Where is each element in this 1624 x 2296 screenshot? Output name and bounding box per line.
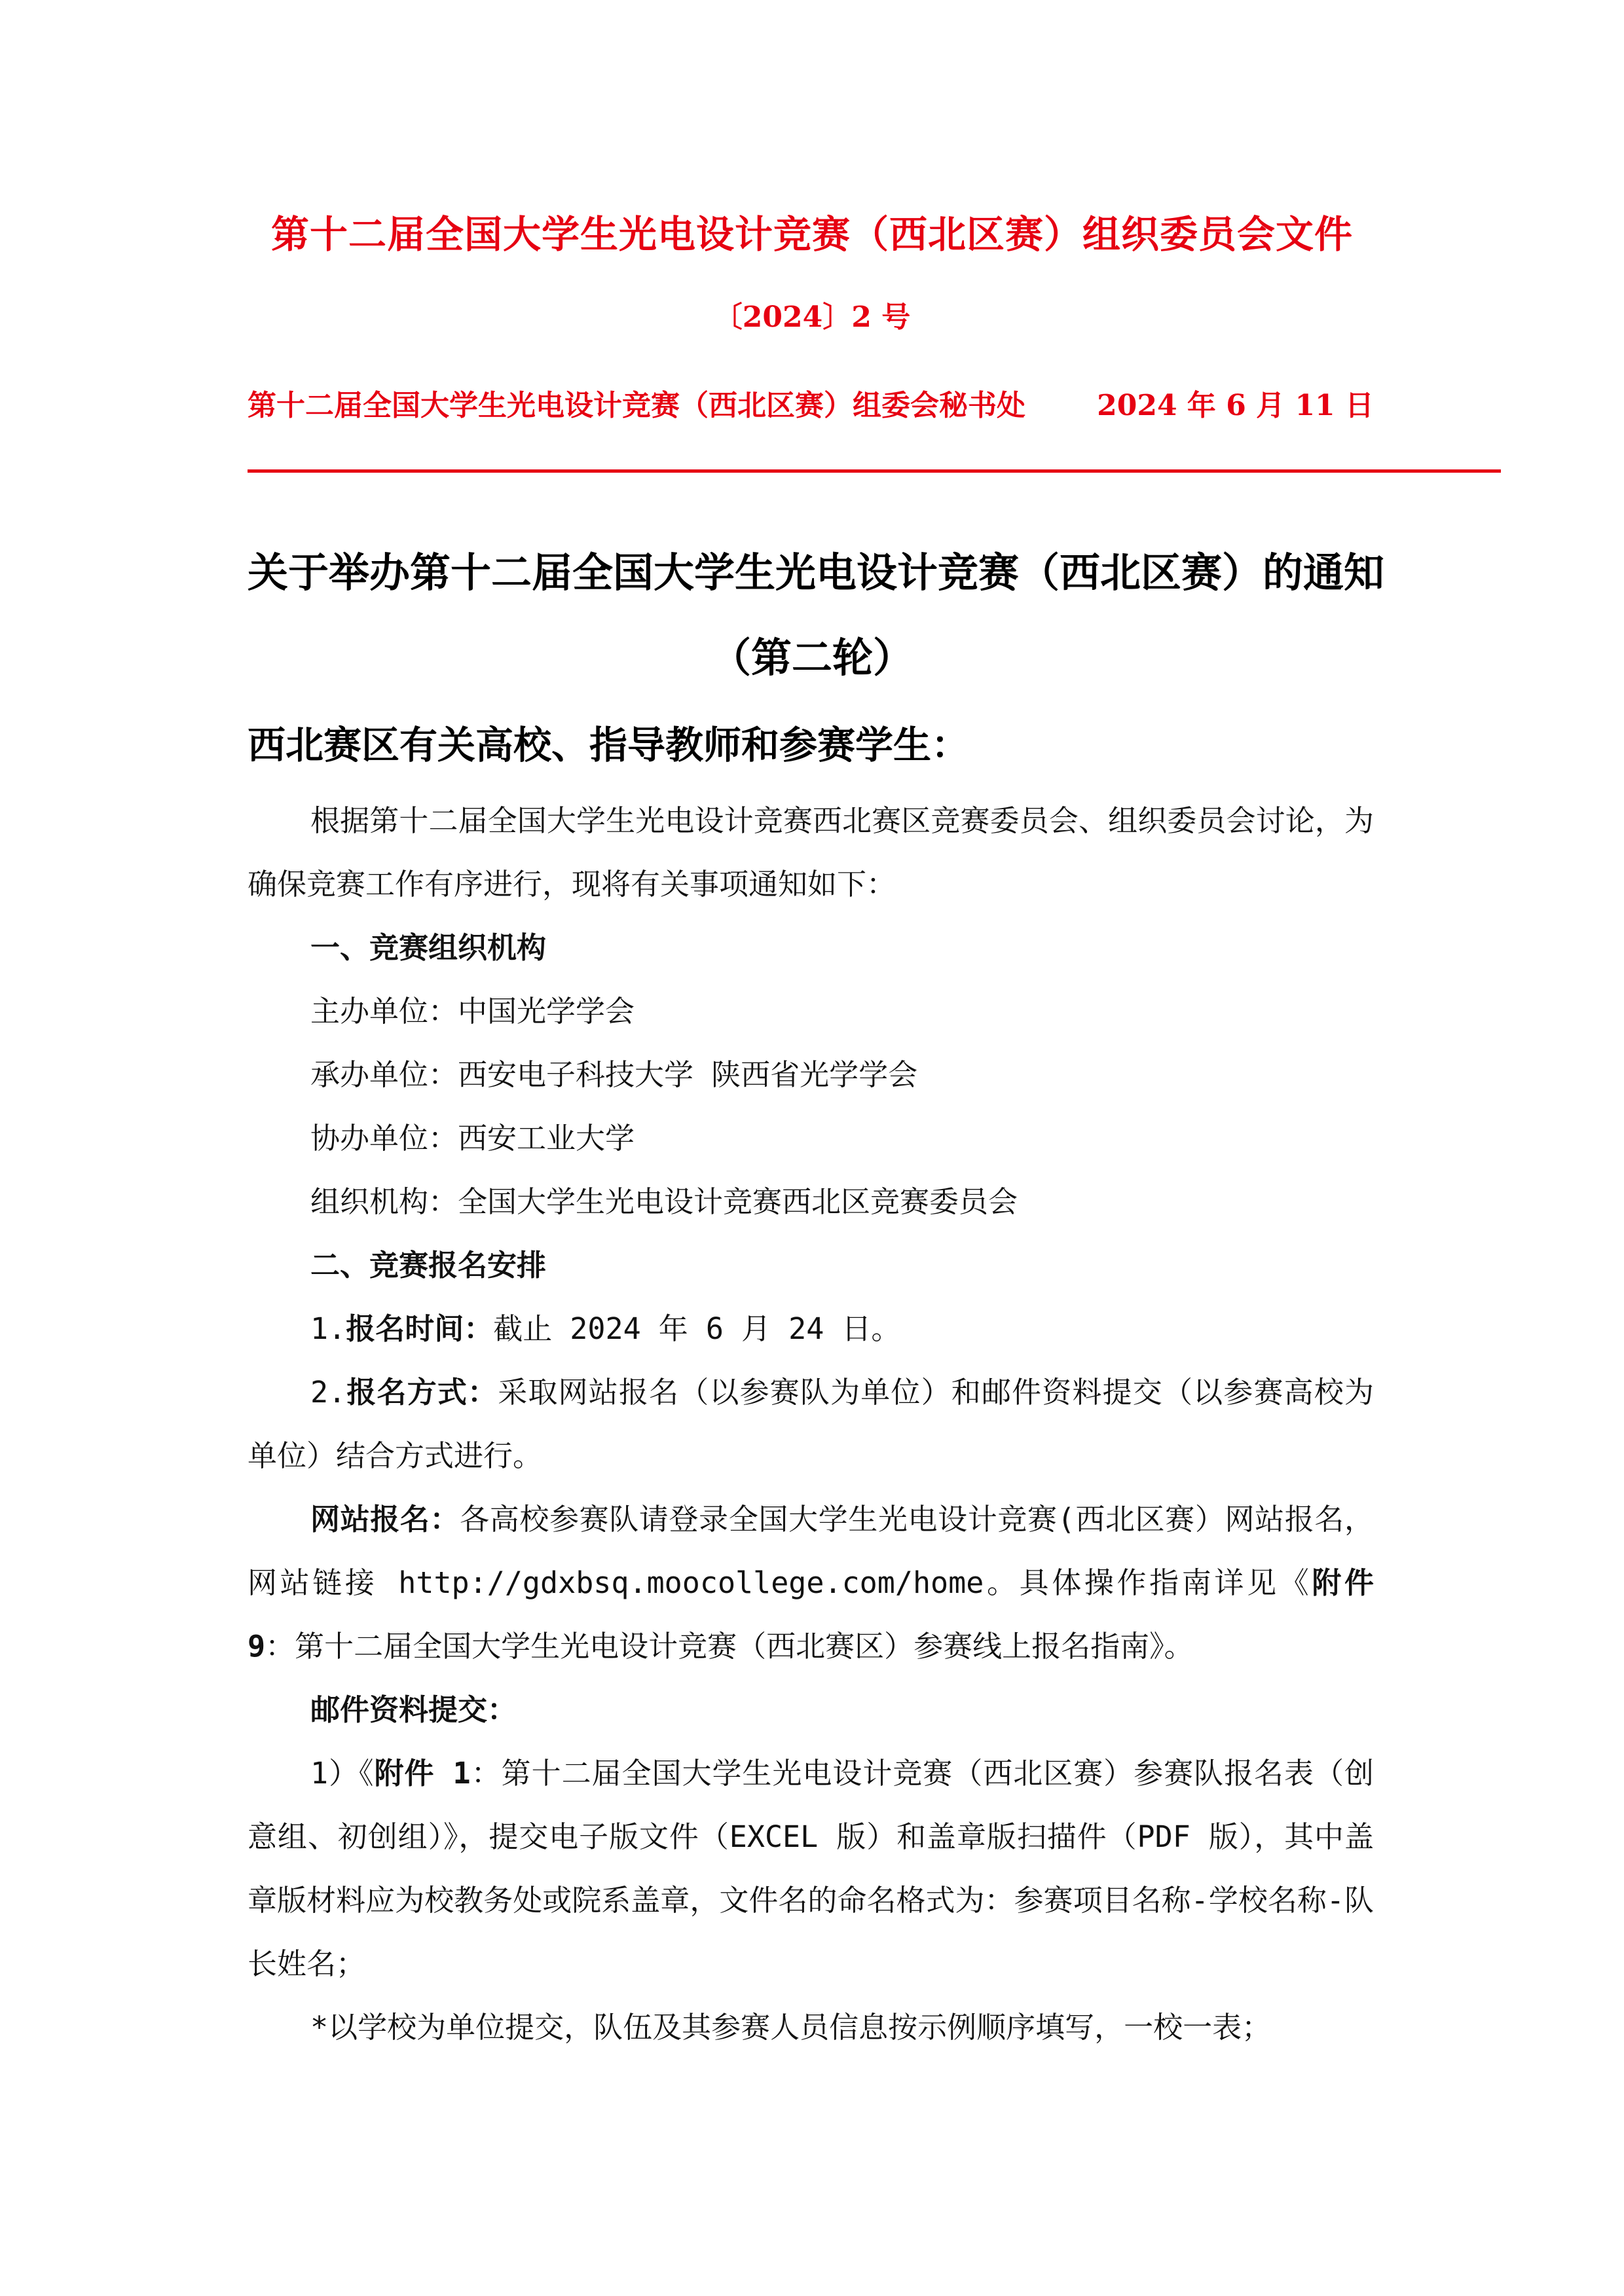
- section-heading-registration: 二、竞赛报名安排: [310, 1248, 547, 1283]
- red-divider-line: [248, 469, 1501, 473]
- salutation: 西北赛区有关高校、指导教师和参赛学生：: [248, 723, 970, 767]
- intro-paragraph: 根据第十二届全国大学生光电设计竞赛西北赛区竞赛委员会、组织委员会讨论，为确保竞赛工作有序进行，现将有关事项通知如下：: [248, 803, 1374, 902]
- paragraph-text: ：第十二届全国大学生光电设计竞赛（西北赛区）参赛线上报名指南》。: [265, 1629, 1194, 1664]
- item-number: 1.: [310, 1311, 346, 1346]
- issue-date: 2024 年 6 月 11 日: [1097, 389, 1374, 422]
- registration-method-item: [248, 1360, 1374, 1487]
- notice-round: （第二轮）: [710, 634, 913, 682]
- mail-submission-heading: 邮件资料提交：: [310, 1692, 517, 1727]
- document-body: [248, 789, 1374, 2059]
- issuer-line: [248, 385, 1374, 427]
- attachment-reference: 附件 1: [374, 1756, 471, 1791]
- notice-title: 关于举办第十二届全国大学生光电设计竞赛（西北区赛）的通知: [248, 549, 1385, 596]
- attachment1-paragraph: [248, 1741, 1374, 1995]
- host-line: 主办单位：中国光学学会: [310, 994, 635, 1029]
- item-text: 采取网站报名（以参赛队为单位）和邮件资料提交（以参赛高校为单位）结合方式进行。: [248, 1375, 1374, 1473]
- paragraph-text: 各高校参赛队请登录全国大学生光电设计竞赛(西北区赛）网站报名，网站链接 http://gdxbsq.moocollege.com/home。具体操作指南详见《: [248, 1502, 1374, 1600]
- attachment-reference: 附件 9: [248, 1565, 1374, 1664]
- issuer-name: 第十二届全国大学生光电设计竞赛（西北区赛）组委会秘书处: [248, 389, 1025, 422]
- item-label: 报名方式：: [346, 1375, 498, 1410]
- item-number: 2.: [310, 1375, 346, 1410]
- document-header-title: 第十二届全国大学生光电设计竞赛（西北区赛）组织委员会文件: [270, 212, 1353, 257]
- website-registration-paragraph: [248, 1487, 1374, 1678]
- registration-time-item: [248, 1297, 1374, 1360]
- organizer-line: 承办单位：西安电子科技大学 陕西省光学学会: [310, 1057, 918, 1092]
- committee-line: 组织机构：全国大学生光电设计竞赛西北区竞赛委员会: [310, 1184, 1018, 1219]
- item-label: 报名时间：: [346, 1311, 494, 1346]
- item-text: 截止 2024 年 6 月 24 日。: [493, 1311, 901, 1346]
- item-number: 1）《: [310, 1756, 375, 1791]
- document-number: 〔2024〕2 号: [713, 301, 911, 334]
- paragraph-text: ：第十二届全国大学生光电设计竞赛（西北区赛）参赛队报名表（创意组、初创组）》，提交电子版文件（EXCEL 版）和盖章版扫描件（PDF 版），其中盖章版材料应为校教务处或院系盖章，文件名的命名格式为：参赛项目名称-学校名称-队长姓名；: [248, 1756, 1374, 1981]
- co-organizer-line: 协办单位：西安工业大学: [310, 1121, 635, 1156]
- section-heading-organization: 一、竞赛组织机构: [310, 930, 547, 965]
- paragraph-label: 网站报名：: [310, 1502, 460, 1537]
- attachment1-note: *以学校为单位提交，队伍及其参赛人员信息按示例顺序填写，一校一表；: [310, 2010, 1272, 2045]
